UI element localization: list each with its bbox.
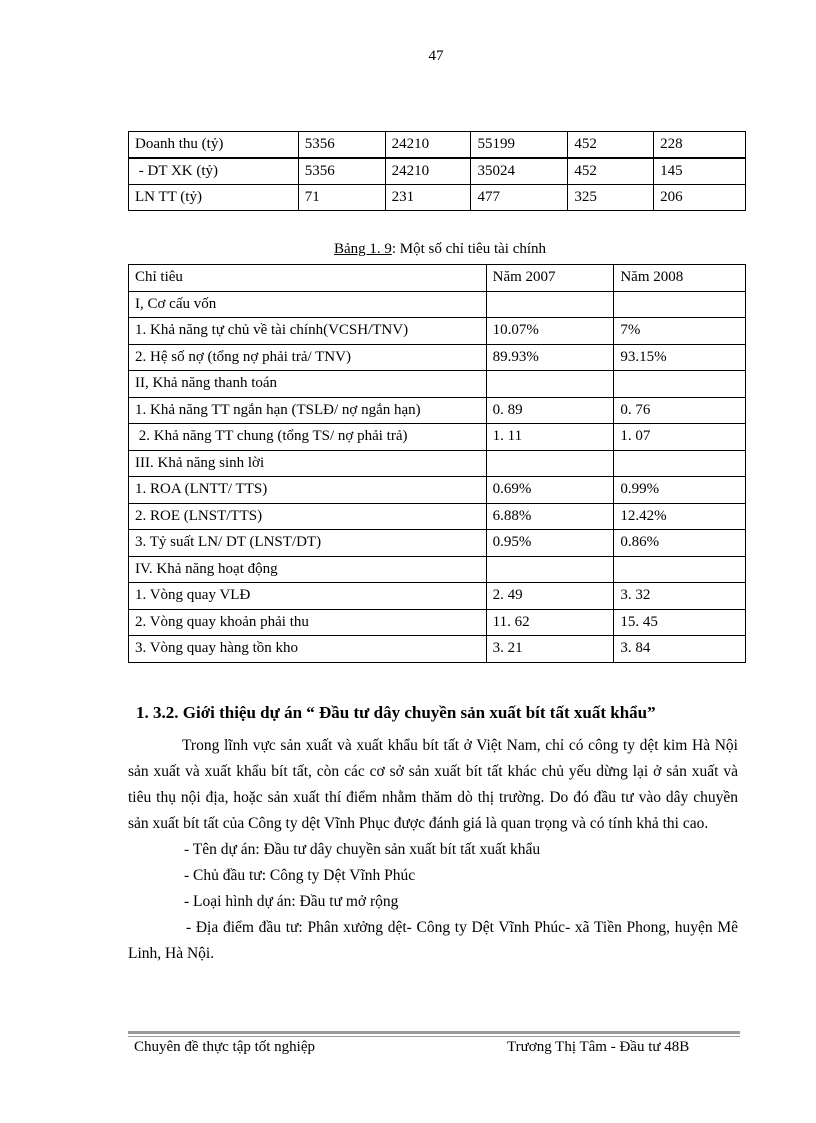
table-cell: 0.99% (614, 477, 746, 504)
table-row (129, 530, 746, 557)
section-body (128, 733, 738, 967)
table-cell: 452 (568, 132, 654, 159)
table-row (129, 397, 746, 424)
table-cell: 1. ROA (LNTT/ TTS) (129, 477, 487, 504)
table-cell (614, 556, 746, 583)
table-row (129, 291, 746, 318)
table-cell (486, 556, 614, 583)
table-cell: 2. Khả năng TT chung (tổng TS/ nợ phải trả) (129, 424, 487, 451)
table-cell: 24210 (385, 132, 471, 159)
caption-text: : Một số chỉ tiêu tài chính (391, 241, 547, 257)
table-cell: 477 (471, 185, 568, 211)
table-cell: 452 (568, 158, 654, 185)
table-cell: 0. 89 (486, 397, 614, 424)
table-cell: 24210 (385, 158, 471, 185)
table-cell: III. Khả năng sinh lời (129, 450, 487, 477)
footer-divider (128, 1036, 740, 1037)
table-cell: 3. 84 (614, 636, 746, 663)
table-row (129, 344, 746, 371)
table-cell (486, 450, 614, 477)
footer-right-text: Trương Thị Tâm - Đầu tư 48B (507, 1039, 690, 1055)
intro-paragraph: Trong lĩnh vực sản xuất và xuất khẩu bít tất ở Việt Nam, chỉ có công ty dệt kim Hà Nội sản xuất và xuất khẩu bít tất, còn các cơ sở sản xuất bít tất khác chủ yếu dừng lại ở sản xuất và tiêu thụ nội địa, hoặc sản xuất thí điểm nhằm thăm dò thị trường. Do đó đầu tư vào dây chuyền sản xuất bít tất của Công ty dệt Vĩnh Phục được đánh giá là quan trọng và có tính khả thi cao. (128, 737, 738, 832)
table-cell: 35024 (471, 158, 568, 185)
table-header-cell: Năm 2008 (614, 265, 746, 292)
table-cell: 1. Khả năng TT ngắn hạn (TSLĐ/ nợ ngắn hạn) (129, 397, 487, 424)
footer-left-text: Chuyên đề thực tập tốt nghiệp (134, 1039, 316, 1055)
table-row (129, 636, 746, 663)
table-cell: 0.95% (486, 530, 614, 557)
table-row (129, 424, 746, 451)
financial-indicators-table (128, 264, 746, 663)
table-cell: 2. Hệ số nợ (tổng nợ phải trả/ TNV) (129, 344, 487, 371)
table-cell: 10.07% (486, 318, 614, 345)
table-cell (486, 291, 614, 318)
table-row (129, 609, 746, 636)
table-cell: 2. ROE (LNST/TTS) (129, 503, 487, 530)
table-row (129, 158, 746, 185)
table-cell: LN TT (tỷ) (129, 185, 299, 211)
table-row (129, 132, 746, 159)
table-cell: 71 (298, 185, 385, 211)
table-cell: 3. 32 (614, 583, 746, 610)
table-cell: 145 (654, 158, 746, 185)
table-cell (614, 291, 746, 318)
table-cell: 3. Vòng quay hàng tồn kho (129, 636, 487, 663)
table-cell: 89.93% (486, 344, 614, 371)
table-cell: - DT XK (tỷ) (129, 158, 299, 185)
table-cell: 1. 11 (486, 424, 614, 451)
table-cell: 228 (654, 132, 746, 159)
table-cell: 206 (654, 185, 746, 211)
list-item: - Loại hình dự án: Đầu tư mở rộng (184, 893, 399, 910)
table-cell: 55199 (471, 132, 568, 159)
table-cell (614, 450, 746, 477)
table-cell: I, Cơ cấu vốn (129, 291, 487, 318)
table-row (129, 450, 746, 477)
table-cell (614, 371, 746, 398)
table-cell: 325 (568, 185, 654, 211)
table-cell: 11. 62 (486, 609, 614, 636)
table-header-cell: Năm 2007 (486, 265, 614, 292)
table-cell: 5356 (298, 132, 385, 159)
table-caption (0, 241, 816, 258)
table-cell: IV. Khả năng hoạt động (129, 556, 487, 583)
table-cell: 3. Tỷ suất LN/ DT (LNST/DT) (129, 530, 487, 557)
table-header-row (129, 265, 746, 292)
table-cell: 0.69% (486, 477, 614, 504)
table-cell: 93.15% (614, 344, 746, 371)
table-row (129, 318, 746, 345)
table-row (129, 185, 746, 211)
table-cell: 1. Vòng quay VLĐ (129, 583, 487, 610)
table-cell: 12.42% (614, 503, 746, 530)
table-row (129, 503, 746, 530)
table-cell: 1. 07 (614, 424, 746, 451)
table-cell: 0.86% (614, 530, 746, 557)
table-cell: 2. Vòng quay khoản phải thu (129, 609, 487, 636)
caption-label: Bảng 1. 9 (333, 241, 392, 257)
table-row (129, 556, 746, 583)
page-number: 47 (428, 48, 444, 64)
table-cell: 2. 49 (486, 583, 614, 610)
table-row (129, 371, 746, 398)
table-cell: 3. 21 (486, 636, 614, 663)
footer-divider (128, 1031, 740, 1034)
list-item: - Địa điểm đầu tư: Phân xưởng dệt- Công ty Dệt Vĩnh Phúc- xã Tiền Phong, huyện Mê Linh, Hà Nội. (128, 919, 738, 962)
revenue-table (128, 131, 746, 211)
list-item: - Tên dự án: Đầu tư dây chuyền sản xuất bít tất xuất khẩu (184, 841, 541, 858)
table-row (129, 583, 746, 610)
table-cell: II, Khả năng thanh toán (129, 371, 487, 398)
table-row (129, 477, 746, 504)
table-cell: 7% (614, 318, 746, 345)
table-header-cell: Chỉ tiêu (129, 265, 487, 292)
table-cell (486, 371, 614, 398)
table-cell: 231 (385, 185, 471, 211)
table-cell: 5356 (298, 158, 385, 185)
table-cell: Doanh thu (tỷ) (129, 132, 299, 159)
section-heading: 1. 3.2. Giới thiệu dự án “ Đầu tư dây chuyền sản xuất bít tất xuất khẩu” (136, 703, 656, 722)
table-cell: 15. 45 (614, 609, 746, 636)
table-cell: 0. 76 (614, 397, 746, 424)
table-cell: 6.88% (486, 503, 614, 530)
list-item: - Chủ đầu tư: Công ty Dệt Vĩnh Phúc (184, 867, 416, 884)
table-cell: 1. Khả năng tự chủ về tài chính(VCSH/TNV) (129, 318, 487, 345)
